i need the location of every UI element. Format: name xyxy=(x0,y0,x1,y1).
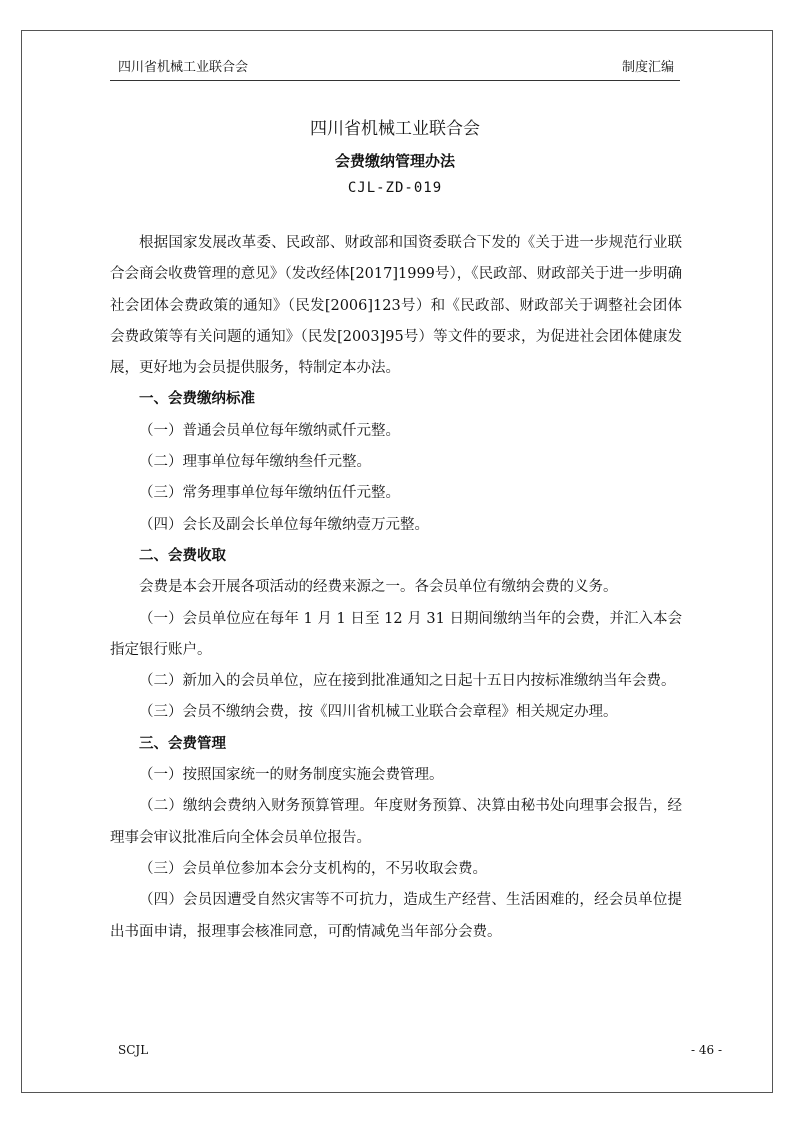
document-body xyxy=(110,228,682,948)
section3-item-2: （二）缴纳会费纳入财务预算管理。年度财务预算、决算由秘书处向理事会报告，经理事会审议批准后向全体会员单位报告。 xyxy=(110,798,682,846)
section3-item-4: （四）会员因遭受自然灾害等不可抗力，造成生产经营、生活困难的，经会员单位提出书面申请，报理事会核准同意，可酌情减免当年部分会费。 xyxy=(110,892,682,940)
section1-item-4: （四）会长及副会长单位每年缴纳壹万元整。 xyxy=(139,516,429,533)
header-org: 四川省机械工业联合会 xyxy=(118,60,249,75)
section-heading-2: 二、会费收取 xyxy=(139,547,226,564)
section2-item-1: （一）会员单位应在每年 1 月 1 日至 12 月 31 日期间缴纳当年的会费，并汇入本会指定银行账户。 xyxy=(110,610,682,658)
section3-item-3: （三）会员单位参加本会分支机构的，不另收取会费。 xyxy=(139,860,487,877)
section1-item-2: （二）理事单位每年缴纳叁仟元整。 xyxy=(139,454,371,471)
footer-code: SCJL xyxy=(118,1043,149,1057)
section2-item-3: （三）会员不缴纳会费，按《四川省机械工业联合会章程》相关规定办理。 xyxy=(139,704,618,721)
section1-item-3: （三）常务理事单位每年缴纳伍仟元整。 xyxy=(139,485,400,502)
header-rule xyxy=(110,80,680,81)
section-heading-3: 三、会费管理 xyxy=(139,735,226,752)
section2-lead: 会费是本会开展各项活动的经费来源之一。各会员单位有缴纳会费的义务。 xyxy=(139,579,618,596)
intro-paragraph: 根据国家发展改革委、民政部、财政部和国资委联合下发的《关于进一步规范行业联合会商会收费管理的意见》（发改经体[2017]1999号），《民政部、财政部关于进一步明确社会团体会费政策的通知》（民发[2006]123号）和《民政部、财政部关于调整社会团体会费政策等有关问题的通知》（民发[2003]95号）等文件的要求，为促进社会团体健康发展，更好地为会员提供服务，特制定本办法。 xyxy=(110,235,682,377)
section2-item-2: （二）新加入的会员单位，应在接到批准通知之日起十五日内按标准缴纳当年会费。 xyxy=(139,673,676,690)
page-number: - 46 - xyxy=(690,1043,722,1057)
document-code: CJL-ZD-019 xyxy=(347,180,443,196)
section3-item-1: （一）按照国家统一的财务制度实施会费管理。 xyxy=(139,767,444,784)
section-heading-1: 一、会费缴纳标准 xyxy=(139,391,255,408)
section1-item-1: （一）普通会员单位每年缴纳贰仟元整。 xyxy=(139,422,400,439)
header-collection: 制度汇编 xyxy=(621,60,674,75)
document-org-title: 四川省机械工业联合会 xyxy=(310,119,480,139)
document-title: 会费缴纳管理办法 xyxy=(334,152,455,170)
